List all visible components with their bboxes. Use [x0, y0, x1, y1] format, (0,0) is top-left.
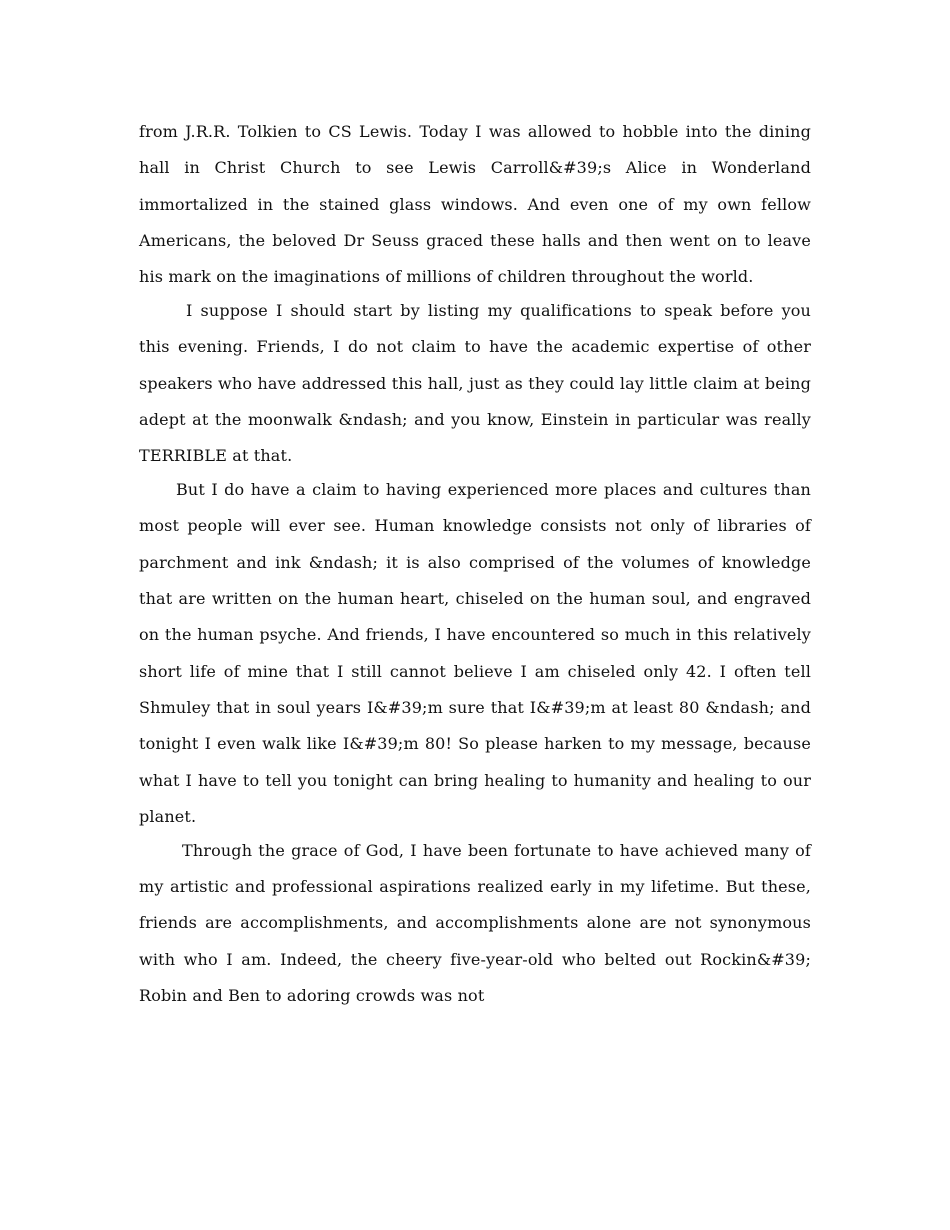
body-text [139, 114, 811, 1014]
paragraph-continuation: from J.R.R. Tolkien to CS Lewis. Today I was allowed to hobble into the dining hall in Christ Church to see Lewis Carroll&#39;s Alice in Wonderland immortalized in the stained glass windows. And even one of my own fellow Americans, the beloved Dr Seuss graced these halls and then went on to leave his mark on the imaginations of millions of children throughout the world. [139, 122, 811, 287]
paragraph-grace-of-god: Through the grace of God, I have been fortunate to have achieved many of my artistic and professional aspirations realized early in my lifetime. But these, friends are accomplishments, and accomplishments alone are not synonymous with who I am. Indeed, the cheery five-year-old who belted out Rockin&#39; Robin and Ben to adoring crowds was not [139, 840, 811, 1005]
paragraph-experience: But I do have a claim to having experienced more places and cultures than most people will ever see. Human knowledge consists not only of libraries of parchment and ink &ndash; it is also comprised of the volumes of knowledge that are written on the human heart, chiseled on the human soul, and engraved on the human psyche. And friends, I have encountered so much in this relatively short life of mine that I still cannot believe I am chiseled only 42. I often tell Shmuley that in soul years I&#39;m sure that I&#39;m at least 80 &ndash; and tonight I even walk like I&#39;m 80! So please harken to my message, because what I have to tell you tonight can bring healing to humanity and healing to our planet. [139, 480, 811, 826]
paragraph-qualifications: I suppose I should start by listing my qualifications to speak before you this evening. Friends, I do not claim to have the academic expertise of other speakers who have addressed this hall, just as they could lay little claim at being adept at the moonwalk &ndash; and you know, Einstein in particular was really TERRIBLE at that. [139, 301, 811, 466]
